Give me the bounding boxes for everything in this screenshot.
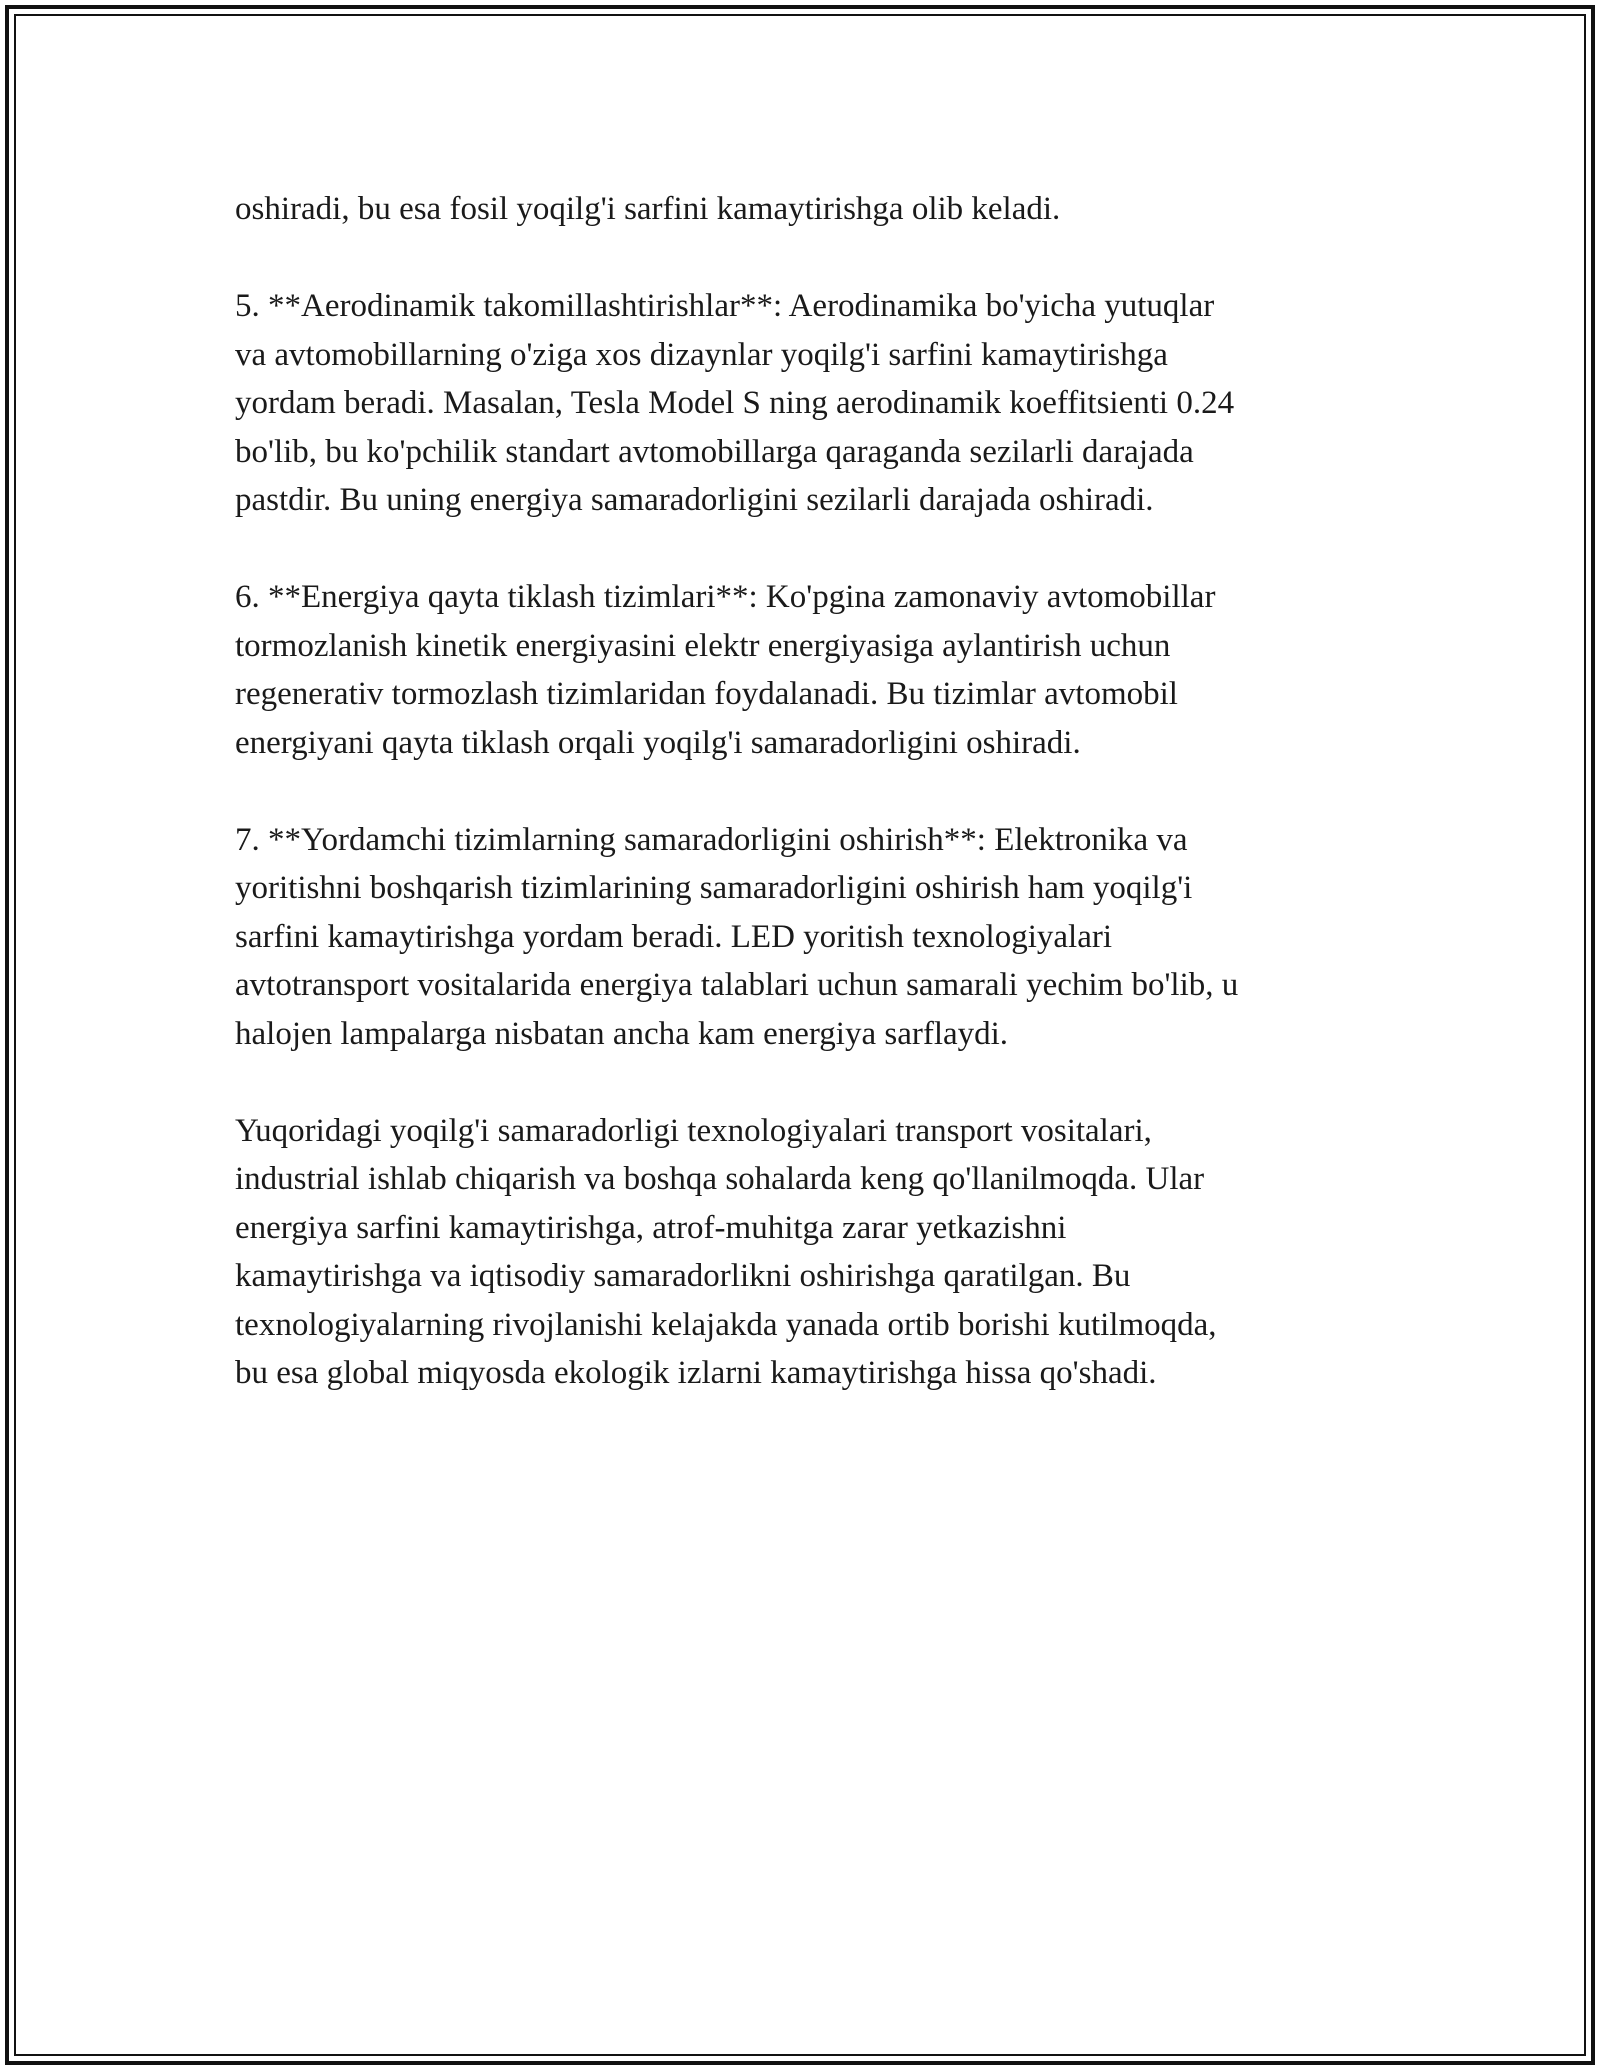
paragraph-item-7-auxiliary-systems: 7. **Yordamchi tizimlarning samaradorligini oshirish**: Elektronika va yoritishni boshqarish tizimlarining samaradorligini oshirish ham yoqilg'i sarfini kamaytirishga yordam beradi. LED yoritish texnologiyalari avtotransport vositalarida energiya talablari uchun samarali yechim bo'lib, u halojen lampalarga nisbatan ancha kam energiya sarflaydi. [235, 821, 1239, 1052]
paragraph-item-6-energy-recovery: 6. **Energiya qayta tiklash tizimlari**: Ko'pgina zamonaviy avtomobillar tormozlanish kinetik energiyasini elektr energiyasiga aylantirish uchun regenerativ tormozlash tizimlaridan foydalanadi. Bu tizimlar avtomobil energiyani qayta tiklash orqali yoqilg'i samaradorligini oshiradi. [235, 579, 1216, 761]
document-body [235, 185, 1375, 1446]
paragraph-continuation: oshiradi, bu esa fosil yoqilg'i sarfini kamaytirishga olib keladi. [235, 191, 1061, 227]
paragraph-conclusion: Yuqoridagi yoqilg'i samaradorligi texnologiyalari transport vositalari, industrial ishlab chiqarish va boshqa sohalarda keng qo'llanilmoqda. Ular energiya sarfini kamaytirishga, atrof-muhitga zarar yetkazishni kamaytirishga va iqtisodiy samaradorlikni oshirishga qaratilgan. Bu texnologiyalarning rivojlanishi kelajakda yanada ortib borishi kutilmoqda, bu esa global miqyosda ekologik izlarni kamaytirishga hissa qo'shadi. [235, 1112, 1217, 1391]
paragraph-item-5-aerodynamics: 5. **Aerodinamik takomillashtirishlar**: Aerodinamika bo'yicha yutuqlar va avtomobillarning o'ziga xos dizaynlar yoqilg'i sarfini kamaytirishga yordam beradi. Masalan, Tesla Model S ning aerodinamik koeffitsienti 0.24 bo'lib, bu ko'pchilik standart avtomobillarga qaraganda sezilarli darajada pastdir. Bu uning energiya samaradorligini sezilarli darajada oshiradi. [235, 288, 1235, 518]
